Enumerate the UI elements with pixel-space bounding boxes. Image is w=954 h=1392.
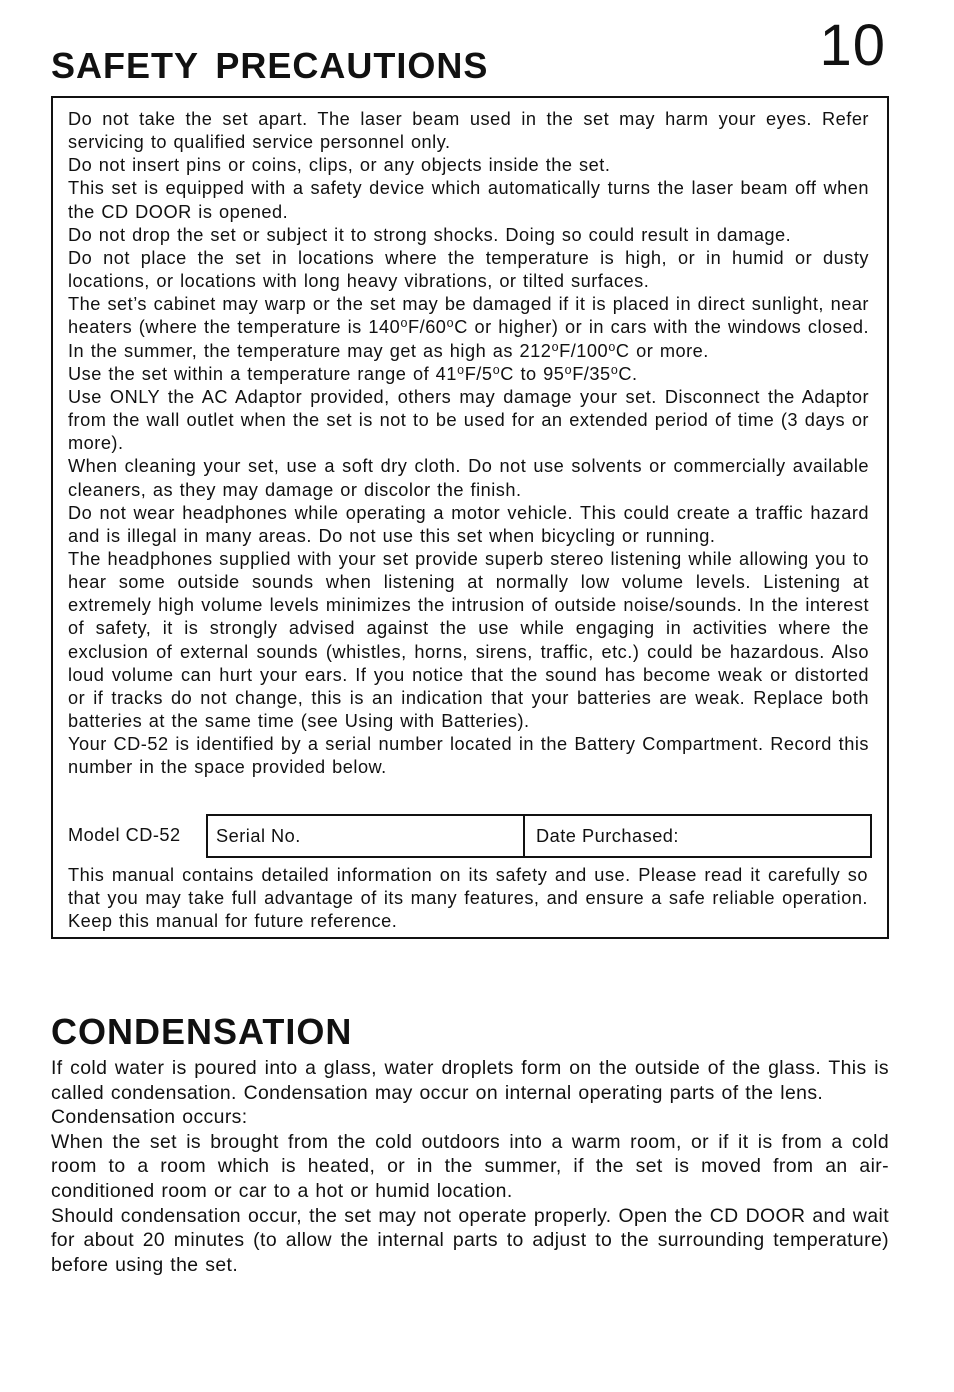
safety-precautions-box — [51, 96, 889, 939]
safety-paragraph: Do not drop the set or subject it to strong shocks. Doing so could result in damage. — [68, 224, 792, 245]
safety-paragraph: The set’s cabinet may warp or the set may be damaged if it is placed in direct sunlight, near heaters (where the temperature is 140⁰F/60⁰C or higher) or in cars with the windows closed. In the summer, the temperature may get as high as 212⁰F/100⁰C or more. — [68, 294, 869, 361]
safety-paragraph: Do not place the set in locations where the temperature is high, or in humid or dusty locations, or locations with long heavy vibrations, or tilted surfaces. — [68, 247, 869, 292]
condensation-title: CONDENSATION — [51, 1011, 353, 1052]
safety-paragraph: Use the set within a temperature range of 41⁰F/5⁰C to 95⁰F/35⁰C. — [68, 363, 638, 384]
condensation-paragraph: Should condensation occur, the set may not operate properly. Open the CD DOOR and wait for about 20 minutes (to allow the internal parts to adjust to the surrounding temperature) before using the set. — [51, 1204, 889, 1276]
condensation-paragraph: If cold water is poured into a glass, water droplets form on the outside of the glass. This is called condensation. Condensation may occur on internal operating parts of the lens. — [51, 1057, 889, 1104]
page-number: 10 — [819, 13, 886, 78]
manual-note: This manual contains detailed information on its safety and use. Please read it carefully so that you may take full advantage of its many features, and ensure a safe reliable operation. Keep this manual for future reference. — [68, 865, 868, 932]
condensation-text — [51, 1056, 889, 1277]
safety-paragraph: Do not take the set apart. The laser beam used in the set may harm your eyes. Refer servicing to qualified service personnel only. — [68, 109, 869, 153]
condensation-paragraph: Condensation occurs: — [51, 1106, 248, 1129]
model-label: Model CD-52 — [68, 825, 181, 845]
safety-paragraph: This set is equipped with a safety device which automatically turns the laser beam off when the CD DOOR is opened. — [68, 178, 869, 222]
safety-paragraph: Do not insert pins or coins, clips, or any objects inside the set. — [68, 155, 611, 176]
safety-paragraph: When cleaning your set, use a soft dry cloth. Do not use solvents or commercially available cleaners, as they may damage or discolor the finish. — [68, 456, 869, 500]
safety-paragraph: Your CD-52 is identified by a serial number located in the Battery Compartment. Record this number in the space provided below. — [68, 734, 869, 778]
date-purchased-field: Date Purchased: — [536, 826, 679, 846]
serial-number-field: Serial No. — [208, 816, 525, 856]
safety-precautions-text — [68, 108, 869, 780]
safety-paragraph: Use ONLY the AC Adaptor provided, others may damage your set. Disconnect the Adaptor from the wall outlet when the set is not to be used for an extended period of time (3 days or more). — [68, 386, 869, 454]
serial-record-row — [53, 814, 887, 858]
safety-paragraph: The headphones supplied with your set provide superb stereo listening while allowing you to hear some outside sounds when listening at normally low volume levels. Listening at extremely high volume levels minimizes the intrusion of outside noise/sounds. In the interest of safety, it is strongly advised against the use while engaging in activities where the exclusion of external sounds (whistles, horns, sirens, traffic, etc.) could be hazardous. Also loud volume can hurt your ears. If you notice that the sound has become weak or distorted or if tracks do not change, this is an indication that your batteries are weak. Replace both batteries at the same time (see Using with Batteries). — [68, 548, 869, 732]
safety-paragraph: Do not wear headphones while operating a motor vehicle. This could create a traffic hazard and is illegal in many areas. Do not use this set when bicycling or running. — [68, 502, 869, 546]
serial-record-table — [206, 814, 872, 858]
safety-precautions-title: SAFETY PRECAUTIONS — [51, 45, 489, 86]
condensation-paragraph: When the set is brought from the cold outdoors into a warm room, or if it is from a cold room to a room which is heated, or in the summer, if the set is moved from an air-conditioned room or car to a hot or humid location. — [51, 1130, 889, 1202]
